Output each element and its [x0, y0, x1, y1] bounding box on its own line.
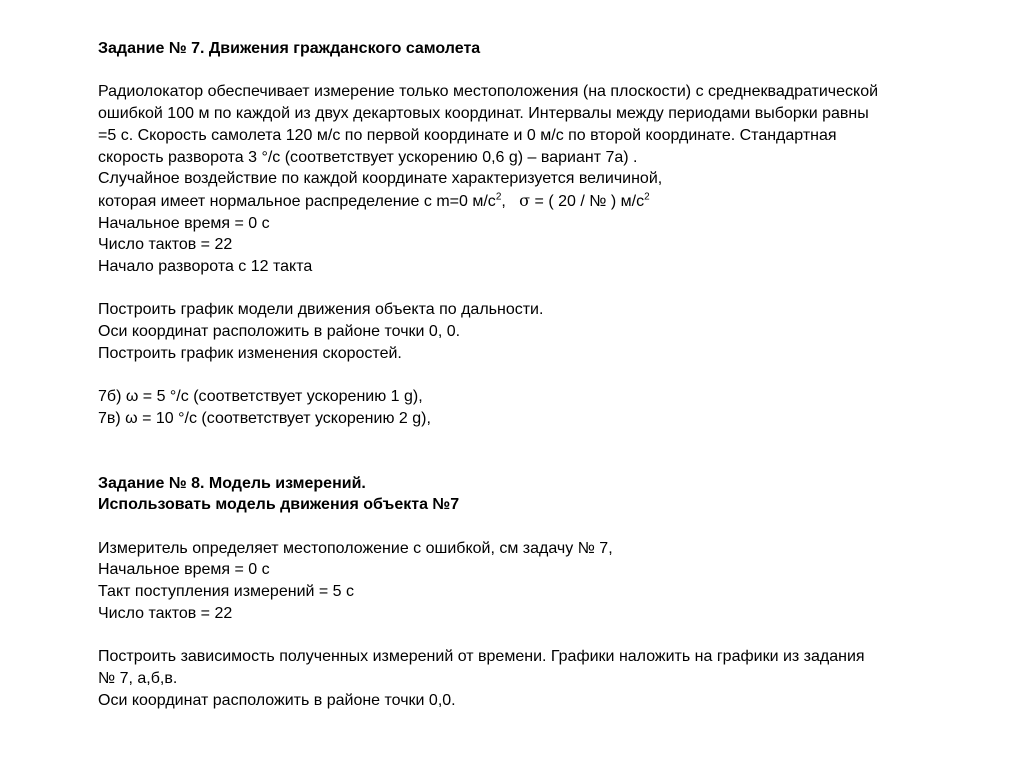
task8-params [98, 538, 998, 625]
spacer [98, 516, 998, 538]
exponent: 2 [644, 191, 650, 203]
task8-param: Такт поступления измерений = 5 с [98, 583, 355, 601]
comma: , [501, 192, 506, 210]
document-page [98, 38, 998, 711]
task7-instructions [98, 299, 998, 364]
spacer [98, 278, 998, 300]
task7-title: Задание № 7. Движения гражданского самолета [98, 40, 481, 57]
spacer [98, 625, 998, 647]
task7-description-line: Радиолокатор обеспечивает измерение только местоположения (на плоскости) с среднеквадратической [98, 83, 879, 101]
task7-instruction: Оси координат расположить в районе точки 0, 0. [98, 323, 461, 341]
task8-instruction: Построить зависимость полученных измерений от времени. Графики наложить на графики из задания [98, 648, 865, 666]
task7-description-line: ошибкой 100 м по каждой из двух декартовых координат. Интервалы между периодами выборки равны [98, 105, 869, 123]
task7-instruction: Построить график модели движения объекта по дальности. [98, 301, 544, 319]
task7-variant: 7б) ω = 5 °/с (соответствует ускорению 1 g), [98, 388, 423, 406]
task7-param: Число тактов = 22 [98, 236, 233, 254]
exponent: 2 [495, 191, 502, 203]
task7-variant: 7в) ω = 10 °/с (соответствует ускорению 2 g), [98, 409, 431, 427]
task7-description [98, 81, 998, 277]
task7-param: Начало разворота с 12 такта [98, 258, 313, 276]
task7-distribution-line [98, 190, 998, 213]
task8-title: Задание № 8. Модель измерений. [98, 474, 366, 492]
task8-param: Число тактов = 22 [98, 604, 233, 622]
task7-instruction: Построить график изменения скоростей. [98, 344, 402, 362]
task7-variants [98, 386, 998, 429]
task7-description-line: =5 с. Скорость самолета 120 м/с по первой координате и 0 м/с по второй координате. Стандартная [98, 126, 837, 144]
spacer [98, 430, 998, 473]
task8-subtitle: Использовать модель движения объекта №7 [98, 496, 460, 514]
task8-param: Начальное время = 0 с [98, 561, 270, 579]
distribution-text: которая имеет нормальное распределение с m=0 м/с [98, 192, 496, 210]
sigma-formula: = ( 20 / № ) м/с [530, 192, 645, 210]
spacer [98, 60, 998, 82]
spacer [98, 365, 998, 387]
task8-instruction: Оси координат расположить в районе точки 0,0. [98, 691, 456, 709]
task7-param: Начальное время = 0 с [98, 214, 270, 232]
task7-description-line: скорость разворота 3 °/с (соответствует ускорению 0,6 g) – вариант 7а) . [98, 148, 638, 166]
task8-instructions [98, 646, 998, 711]
sigma-symbol: σ [519, 190, 531, 210]
task8-param: Измеритель определяет местоположение с ошибкой, см задачу № 7, [98, 539, 613, 557]
task7-description-line: Случайное воздействие по каждой координате характеризуется величиной, [98, 170, 663, 188]
task8-instruction: № 7, а,б,в. [98, 669, 178, 687]
